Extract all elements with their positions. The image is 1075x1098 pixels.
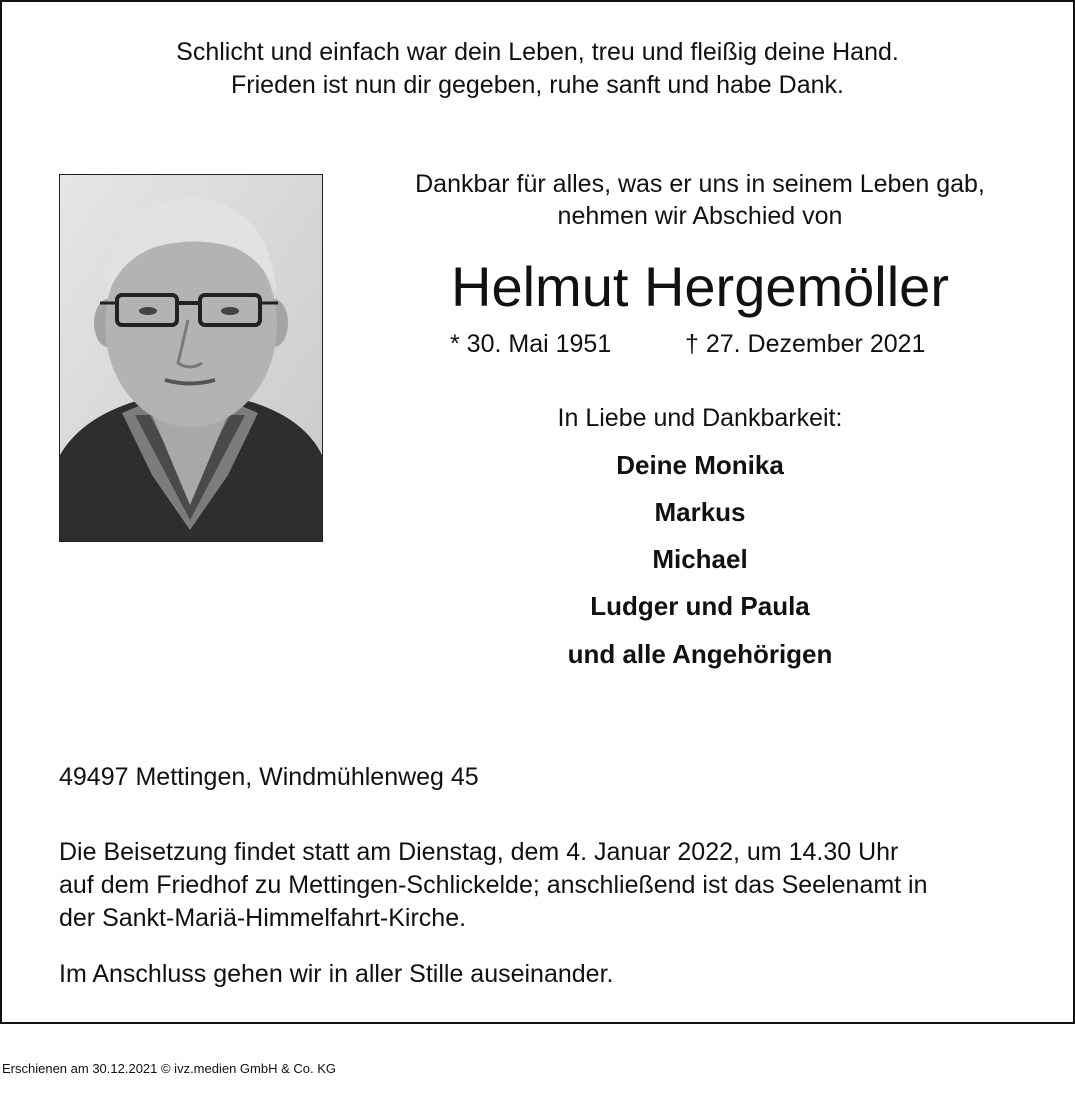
birth-date: * 30. Mai 1951 xyxy=(450,330,612,358)
poem-line-1: Schlicht und einfach war dein Leben, treu und fleißig deine Hand. xyxy=(176,38,899,66)
mourners-heading: In Liebe und Dankbarkeit: xyxy=(557,404,843,432)
intro-line-2: nehmen wir Abschied von xyxy=(557,202,843,230)
publication-footer: Erschienen am 30.12.2021 © ivz.medien GmbH & Co. KG xyxy=(2,1061,337,1076)
mourner-name: und alle Angehörigen xyxy=(567,639,833,669)
mourner-name: Michael xyxy=(652,544,748,574)
funeral-line-1: Die Beisetzung findet statt am Dienstag, dem 4. Januar 2022, um 14.30 Uhr xyxy=(59,838,899,866)
intro-line-1: Dankbar für alles, was er uns in seinem Leben gab, xyxy=(415,170,985,198)
funeral-line-3: der Sankt-Mariä-Himmelfahrt-Kirche. xyxy=(59,904,467,932)
address: 49497 Mettingen, Windmühlenweg 45 xyxy=(59,763,479,791)
mourner-name: Markus xyxy=(654,497,746,527)
poem-line-2: Frieden ist nun dir gegeben, ruhe sanft und habe Dank. xyxy=(231,71,844,99)
death-date: † 27. Dezember 2021 xyxy=(685,330,926,358)
mourner-name: Ludger und Paula xyxy=(590,591,810,621)
funeral-line-2: auf dem Friedhof zu Mettingen-Schlickelde; anschließend ist das Seelenamt in xyxy=(59,871,928,899)
closing-note: Im Anschluss gehen wir in aller Stille auseinander. xyxy=(59,960,614,988)
deceased-name: Helmut Hergemöller xyxy=(451,255,949,318)
portrait-photo xyxy=(59,174,323,542)
mourner-name: Deine Monika xyxy=(616,450,784,480)
